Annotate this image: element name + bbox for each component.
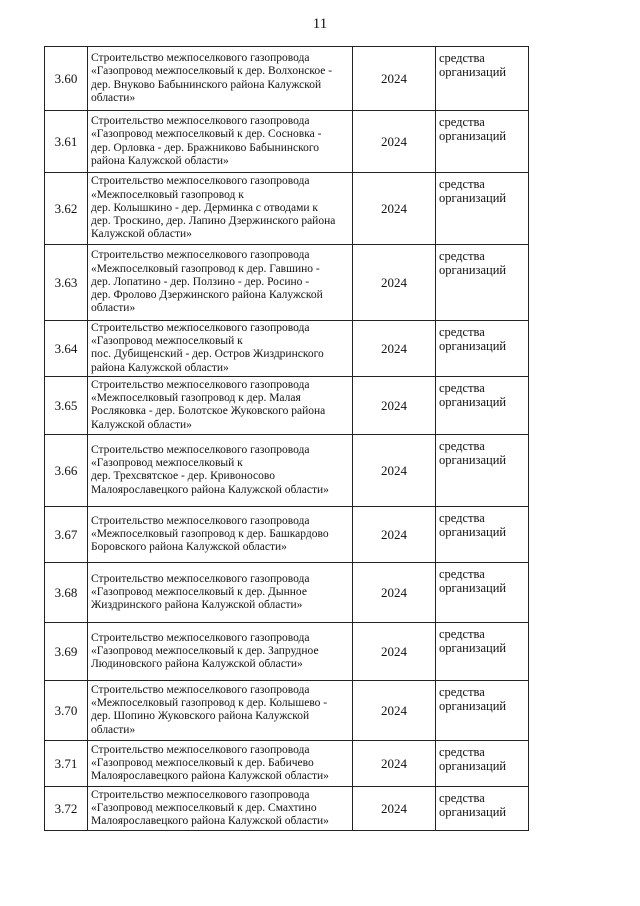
completion-year: 2024 bbox=[353, 376, 436, 434]
description-line: Строительство межпоселкового газопровода bbox=[91, 743, 310, 756]
completion-year: 2024 bbox=[353, 562, 436, 622]
project-description bbox=[88, 506, 353, 562]
funding-source bbox=[436, 173, 529, 245]
funding-source-line: средства bbox=[439, 744, 485, 759]
description-line: Людиновского района Калужской области» bbox=[91, 657, 303, 670]
completion-year: 2024 bbox=[353, 622, 436, 680]
project-description bbox=[88, 680, 353, 740]
funding-source-line: организаций bbox=[439, 191, 507, 205]
row-number: 3.61 bbox=[45, 111, 88, 173]
funding-source-line: средства bbox=[439, 626, 485, 641]
description-line: Малоярославецкого района Калужской области» bbox=[91, 769, 329, 782]
funding-source-line: организаций bbox=[439, 580, 507, 595]
description-line: «Газопровод межпоселковый к дер. Волхонское - bbox=[91, 65, 333, 78]
funding-source bbox=[436, 786, 529, 830]
description-line: Строительство межпоселкового газопровода bbox=[91, 631, 310, 644]
funding-source-line: организаций bbox=[439, 804, 507, 819]
project-description bbox=[88, 47, 353, 111]
row-number: 3.67 bbox=[45, 506, 88, 562]
row-number: 3.64 bbox=[45, 321, 88, 377]
description-line: области» bbox=[91, 91, 136, 104]
funding-source-line: организаций bbox=[439, 65, 507, 79]
project-description bbox=[88, 622, 353, 680]
table-row bbox=[45, 506, 529, 562]
row-number: 3.68 bbox=[45, 562, 88, 622]
row-number: 3.60 bbox=[45, 47, 88, 111]
table-row bbox=[45, 622, 529, 680]
table-row bbox=[45, 321, 529, 377]
row-number: 3.71 bbox=[45, 740, 88, 786]
project-description bbox=[88, 376, 353, 434]
description-line: «Газопровод межпоселковый к дер. Сосновка - bbox=[91, 128, 322, 141]
description-line: дер. Колышкино - дер. Дерминка с отводами к bbox=[91, 201, 319, 214]
description-line: пос. Дубищенский - дер. Остров Жиздринского bbox=[91, 348, 324, 361]
completion-year: 2024 bbox=[353, 740, 436, 786]
construction-plan-table bbox=[44, 46, 529, 831]
description-line: области» bbox=[91, 302, 136, 315]
funding-source-line: организаций bbox=[439, 698, 507, 713]
funding-source-line: средства bbox=[439, 325, 485, 339]
table-row bbox=[45, 562, 529, 622]
description-line: Росляковка - дер. Болотское Жуковского района bbox=[91, 405, 326, 418]
description-line: «Газопровод межпоселковый к дер. Запрудное bbox=[91, 644, 319, 657]
completion-year: 2024 bbox=[353, 434, 436, 506]
description-line: дер. Лопатино - дер. Ползино - дер. Росино - bbox=[91, 275, 310, 288]
description-line: Строительство межпоселкового газопровода bbox=[91, 683, 310, 696]
project-description bbox=[88, 740, 353, 786]
description-line: «Газопровод межпоселковый к дер. Дынное bbox=[91, 585, 307, 598]
funding-source-line: организаций bbox=[439, 129, 507, 143]
row-number: 3.63 bbox=[45, 245, 88, 321]
funding-source bbox=[436, 47, 529, 111]
funding-source-line: средства bbox=[439, 566, 485, 581]
description-line: Строительство межпоселкового газопровода bbox=[91, 378, 310, 391]
funding-source bbox=[436, 740, 529, 786]
page-number: 11 bbox=[312, 16, 328, 32]
description-line: района Калужской области» bbox=[91, 154, 229, 167]
funding-source-line: организаций bbox=[439, 758, 507, 773]
funding-source bbox=[436, 321, 529, 377]
completion-year: 2024 bbox=[353, 47, 436, 111]
completion-year: 2024 bbox=[353, 173, 436, 245]
description-line: «Газопровод межпоселковый к bbox=[91, 457, 243, 470]
description-line: Строительство межпоселкового газопровода bbox=[91, 115, 310, 128]
table-body bbox=[45, 47, 529, 831]
description-line: Строительство межпоселкового газопровода bbox=[91, 443, 310, 456]
funding-source bbox=[436, 680, 529, 740]
table-row bbox=[45, 173, 529, 245]
description-line: Строительство межпоселкового газопровода bbox=[91, 514, 310, 527]
funding-source bbox=[436, 245, 529, 321]
description-line: «Газопровод межпоселковый к bbox=[91, 335, 243, 348]
description-line: Калужской области» bbox=[91, 418, 192, 431]
funding-source-line: средства bbox=[439, 177, 485, 191]
funding-source-line: средства bbox=[439, 684, 485, 699]
project-description bbox=[88, 434, 353, 506]
description-line: Строительство межпоселкового газопровода bbox=[91, 249, 310, 262]
funding-source bbox=[436, 622, 529, 680]
project-description bbox=[88, 562, 353, 622]
funding-source-line: средства bbox=[439, 249, 485, 263]
description-line: «Газопровод межпоселковый к дер. Бабичево bbox=[91, 756, 314, 769]
row-number: 3.70 bbox=[45, 680, 88, 740]
description-line: дер. Фролово Дзержинского района Калужской bbox=[91, 289, 323, 302]
description-line: Строительство межпоселкового газопровода bbox=[91, 52, 310, 65]
table-row bbox=[45, 245, 529, 321]
description-line: Боровского района Калужской области» bbox=[91, 540, 287, 553]
table-row bbox=[45, 376, 529, 434]
funding-source bbox=[436, 111, 529, 173]
row-number: 3.62 bbox=[45, 173, 88, 245]
funding-source-line: средства bbox=[439, 510, 485, 525]
description-line: Малоярославецкого района Калужской области» bbox=[91, 483, 329, 496]
completion-year: 2024 bbox=[353, 786, 436, 830]
description-line: области» bbox=[91, 723, 136, 736]
row-number: 3.65 bbox=[45, 376, 88, 434]
description-line: Малоярославецкого района Калужской области» bbox=[91, 814, 329, 827]
funding-source-line: организаций bbox=[439, 263, 507, 277]
description-line: Жиздринского района Калужской области» bbox=[91, 598, 303, 611]
description-line: Строительство межпоселкового газопровода bbox=[91, 175, 310, 188]
description-line: дер. Орловка - дер. Бражниково Бабынинского bbox=[91, 141, 320, 154]
funding-source bbox=[436, 376, 529, 434]
table-row bbox=[45, 434, 529, 506]
description-line: Калужской области» bbox=[91, 228, 192, 241]
table-row bbox=[45, 111, 529, 173]
completion-year: 2024 bbox=[353, 680, 436, 740]
description-line: «Межпоселковый газопровод к дер. Гавшино - bbox=[91, 262, 320, 275]
description-line: «Межпоселковый газопровод к bbox=[91, 188, 244, 201]
funding-source-line: организаций bbox=[439, 452, 507, 467]
table-row bbox=[45, 786, 529, 830]
description-line: дер. Трехсвятское - дер. Кривоносово bbox=[91, 470, 275, 483]
table-row bbox=[45, 47, 529, 111]
description-line: «Газопровод межпоселковый к дер. Смахтино bbox=[91, 801, 317, 814]
description-line: дер. Шопино Жуковского района Калужской bbox=[91, 710, 310, 723]
row-number: 3.72 bbox=[45, 786, 88, 830]
project-description bbox=[88, 245, 353, 321]
description-line: района Калужской области» bbox=[91, 361, 229, 374]
funding-source bbox=[436, 562, 529, 622]
description-line: Строительство межпоселкового газопровода bbox=[91, 788, 310, 801]
description-line: «Межпоселковый газопровод к дер. Малая bbox=[91, 392, 301, 405]
completion-year: 2024 bbox=[353, 321, 436, 377]
description-line: «Межпоселковый газопровод к дер. Башкардово bbox=[91, 527, 329, 540]
description-line: «Межпоселковый газопровод к дер. Колышево - bbox=[91, 697, 328, 710]
description-line: Строительство межпоселкового газопровода bbox=[91, 572, 310, 585]
table-row bbox=[45, 740, 529, 786]
funding-source-line: организаций bbox=[439, 394, 507, 409]
completion-year: 2024 bbox=[353, 111, 436, 173]
funding-source-line: средства bbox=[439, 790, 485, 805]
funding-source bbox=[436, 434, 529, 506]
row-number: 3.66 bbox=[45, 434, 88, 506]
completion-year: 2024 bbox=[353, 245, 436, 321]
funding-source-line: средства bbox=[439, 115, 485, 129]
funding-source-line: средства bbox=[439, 438, 485, 453]
project-description bbox=[88, 321, 353, 377]
funding-source-line: организаций bbox=[439, 640, 507, 655]
description-line: Строительство межпоселкового газопровода bbox=[91, 322, 310, 334]
description-line: дер. Троскино, дер. Лапино Дзержинского района bbox=[91, 215, 336, 228]
completion-year: 2024 bbox=[353, 506, 436, 562]
funding-source-line: организаций bbox=[439, 524, 507, 539]
funding-source-line: средства bbox=[439, 380, 485, 395]
funding-source bbox=[436, 506, 529, 562]
funding-source-line: средства bbox=[439, 51, 485, 65]
funding-source-line: организаций bbox=[439, 339, 507, 353]
row-number: 3.69 bbox=[45, 622, 88, 680]
project-description bbox=[88, 786, 353, 830]
project-description bbox=[88, 173, 353, 245]
table-row bbox=[45, 680, 529, 740]
description-line: дер. Внуково Бабынинского района Калужской bbox=[91, 78, 322, 91]
project-description bbox=[88, 111, 353, 173]
